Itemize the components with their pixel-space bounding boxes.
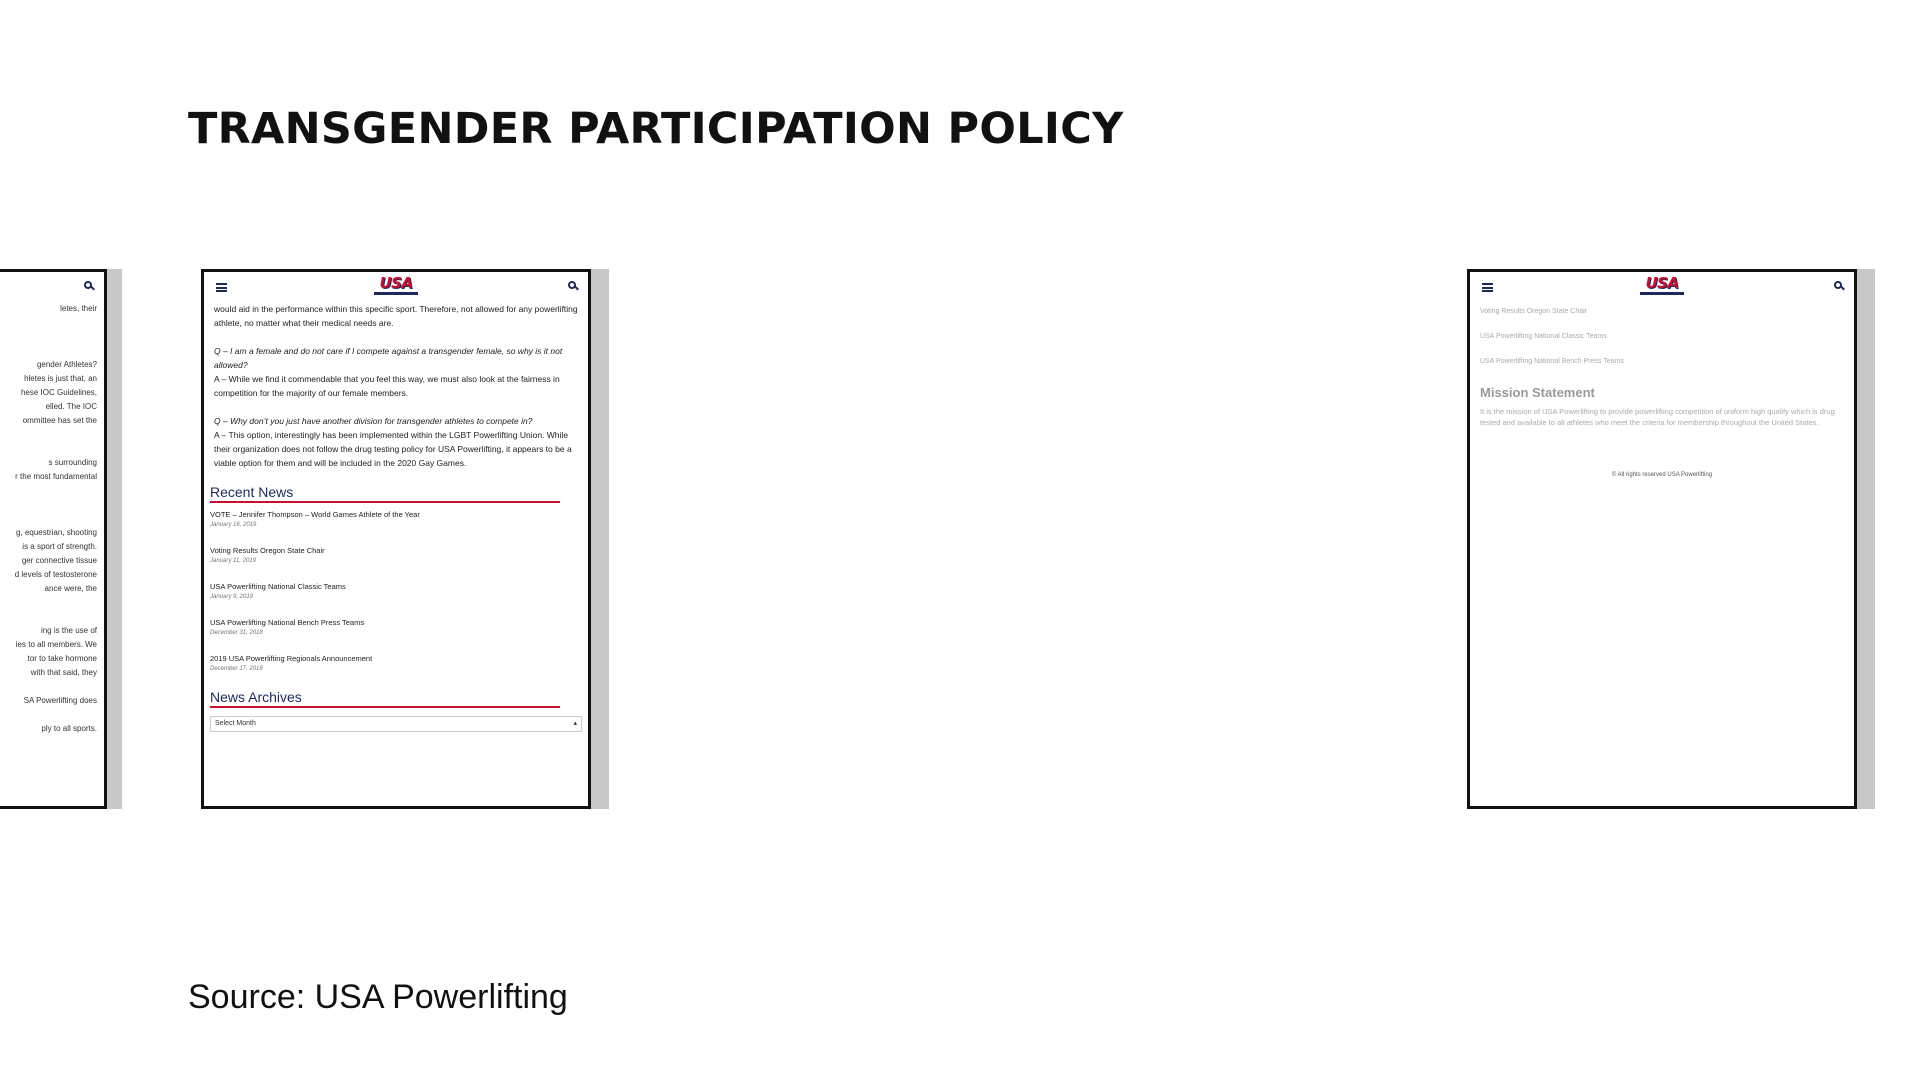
news-title[interactable]: Voting Results Oregon State Chair [210,546,325,555]
news-date: January 11, 2019 [210,558,256,564]
faq-answer: A – While we find it commendable that you feel this way, we must also look at the fairness in competition for the majority of our female members. [214,374,560,398]
phone-header [204,272,588,302]
copyright-footer: © All rights reserved USA Powerlifting [1611,472,1713,478]
text-line: letes, their [60,304,97,313]
policy-content [204,302,588,470]
phone-header [0,272,104,302]
slide-title: TRANSGENDER PARTICIPATION POLICY [188,104,1124,154]
news-title[interactable]: VOTE – Jennifer Thompson – World Games Athlete of the Year [210,510,420,519]
text-line: r the most fundamental [15,472,97,481]
screenshot-shadow [107,269,122,809]
news-title[interactable]: USA Powerlifting National Classic Teams [210,582,346,591]
news-link[interactable]: USA Powerlifting National Classic Teams [1480,333,1607,340]
faq-question: Q – I am a female and do not care if I compete against a transgender female, so why is it not allowed? [214,346,563,370]
recent-news-list [204,509,588,675]
text-line: hese IOC Guidelines, [20,388,97,397]
left-page-text [0,302,103,736]
logo-underline [374,292,418,295]
news-item[interactable] [210,545,588,567]
logo-underline [1640,292,1684,295]
recent-news-heading: Recent News [210,484,560,503]
news-date: December 31, 2018 [210,630,263,636]
text-line: with that said, they [30,668,97,677]
search-icon[interactable] [568,281,576,289]
news-date: January 9, 2019 [210,594,254,600]
menu-icon[interactable] [216,283,227,292]
news-archives-heading: News Archives [210,689,560,708]
phone-header [1470,272,1854,302]
search-icon[interactable] [1834,281,1842,289]
policy-paragraph: would aid in the performance within this specific sport. Therefore, not allowed for any powerlifting athlete, no matter what their medical needs are. [214,304,578,328]
text-line: is a sport of strength. [22,542,97,551]
search-icon[interactable] [84,281,92,289]
news-item[interactable] [210,617,588,639]
screenshot-shadow [591,269,609,809]
faq-item [214,414,578,470]
news-date: January 16, 2019 [210,522,257,528]
mission-statement-text: It is the mission of USA Powerlifting to provide powerlifting competition of uniform high quality which is drug tested and available to all athletes who meet the criteria for membership throughout the United States. [1480,407,1835,427]
text-line: ies to all members. We [15,640,97,649]
usa-powerlifting-logo[interactable]: USA [379,274,413,292]
text-line: d levels of testosterone [14,570,97,579]
text-line: ommittee has set the [22,416,97,425]
right-page-content [1470,302,1854,484]
middle-page-screenshot [201,269,591,809]
news-date: December 17, 2018 [210,666,263,672]
archive-month-select[interactable]: Select Month ▴ [210,716,582,732]
faq-answer: A – This option, interestingly has been implemented within the LGBT Powerlifting Union. While their organization does not follow the drug testing policy for USA Powerlifting, it appears to be a viable option for them and will be included in the 2020 Gay Games. [214,430,572,468]
text-line: gender Athletes? [36,360,97,369]
source-caption: Source: USA Powerlifting [188,978,568,1016]
text-line: ger connective tissue [21,556,97,565]
screenshot-shadow [1857,269,1875,809]
text-line: ing is the use of [40,626,97,635]
left-page-screenshot [0,269,107,809]
news-link[interactable]: Voting Results Oregon State Chair [1480,308,1588,315]
text-line: ance were, the [44,584,97,593]
faq-question: Q – Why don’t you just have another division for transgender athletes to compete in? [214,416,533,426]
news-title[interactable]: USA Powerlifting National Bench Press Teams [210,618,365,627]
text-line: g, equestrian, shooting [16,528,97,537]
news-title[interactable]: 2019 USA Powerlifting Regionals Announcement [210,654,373,663]
text-line: SA Powerlifting does [23,696,97,705]
news-item[interactable] [210,509,588,531]
mission-statement-heading: Mission Statement [1480,385,1595,400]
right-page-screenshot [1467,269,1857,809]
news-item[interactable] [210,581,588,603]
menu-icon[interactable] [1482,283,1493,292]
text-line: hletes is just that, an [24,374,97,383]
usa-powerlifting-logo[interactable]: USA [1645,274,1679,292]
text-line: s surrounding [48,458,97,467]
faq-item [214,344,578,400]
text-line: ply to all sports. [41,724,97,733]
text-line: elled. The IOC [45,402,97,411]
news-item[interactable] [210,653,588,675]
news-link[interactable]: USA Powerlifting National Bench Press Teams [1480,358,1624,365]
text-line: tor to take hormone [27,654,97,663]
